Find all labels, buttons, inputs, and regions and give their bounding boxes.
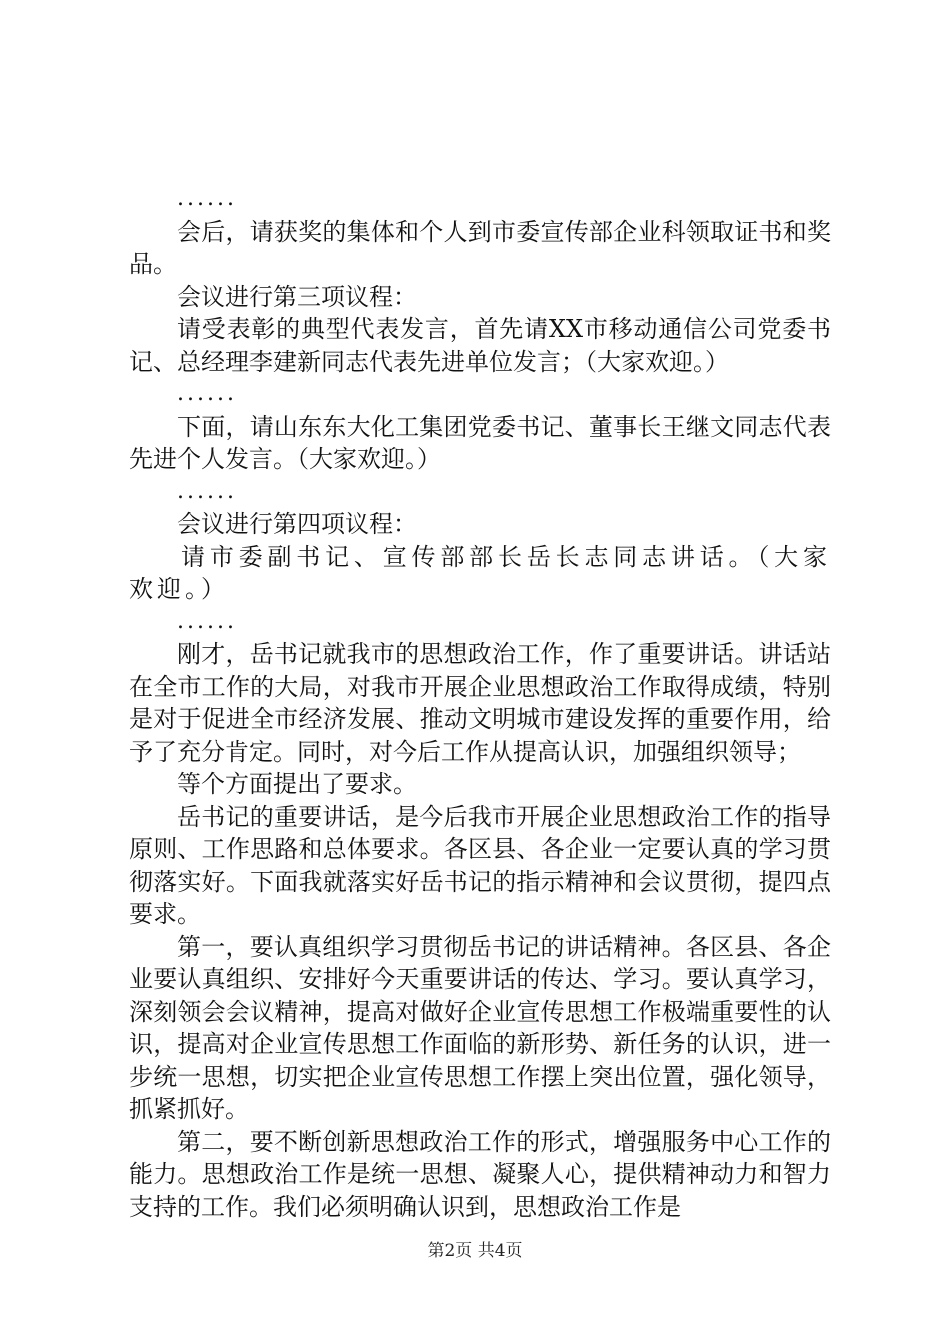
ellipsis-line: ...... [177,186,237,211]
page-number-footer: 第2页 共4页 [427,1241,523,1261]
paragraph: 岳书记的重要讲话，是今后我市开展企业思想政治工作的指导原则、工作思路和总体要求。各区县、各企业一定要认真的学习贯彻落实好。下面我就落实好岳书记的指示精神和会议贯彻，提四点要求。 [129,802,831,928]
agenda-heading: 会议进行第三项议程： [177,282,417,311]
ellipsis-line: ...... [177,478,237,504]
ellipsis-line: ...... [177,608,237,634]
paragraph: 第一，要认真组织学习贯彻岳书记的讲话精神。各区县、各企业要认真组织、安排好今天重要讲话的传达、学习。要认真学习，深刻领会会议精神，提高对做好企业宣传思想工作极端重要性的认识，提高对企业宣传思想工作面临的新形势、新任务的认识，进一步统一思想，切实把企业宣传思想工作摆上突出位置，强化领导，抓紧抓好。 [129,932,831,1123]
paragraph: 等个方面提出了要求。 [177,770,417,798]
paragraph: 请受表彰的典型代表发言，首先请XX市移动通信公司党委书记、总经理李建新同志代表先进单位发言；（大家欢迎。） [129,315,831,376]
paragraph: 刚才，岳书记就我市的思想政治工作，作了重要讲话。讲话站在全市工作的大局，对我市开展企业思想政治工作取得成绩，特别是对于促进全市经济发展、推动文明城市建设发挥的重要作用，给予了充分肯定。同时，对今后工作从提高认识，加强组织领导； [129,640,831,766]
paragraph: 请市委副书记、宣传部部长岳长志同志讲话。（大家欢迎。） [129,542,831,603]
paragraph: 第二，要不断创新思想政治工作的形式，增强服务中心工作的能力。思想政治工作是统一思想、凝聚人心，提供精神动力和智力支持的工作。我们必须明确认识到，思想政治工作是 [129,1127,831,1221]
agenda-heading: 会议进行第四项议程： [177,510,417,538]
ellipsis-line: ...... [177,381,237,406]
paragraph: 会后，请获奖的集体和个人到市委宣传部企业科领取证书和奖品。 [129,217,831,278]
paragraph: 下面，请山东东大化工集团党委书记、董事长王继文同志代表先进个人发言。（大家欢迎。） [129,412,831,473]
document-body [129,183,831,1223]
